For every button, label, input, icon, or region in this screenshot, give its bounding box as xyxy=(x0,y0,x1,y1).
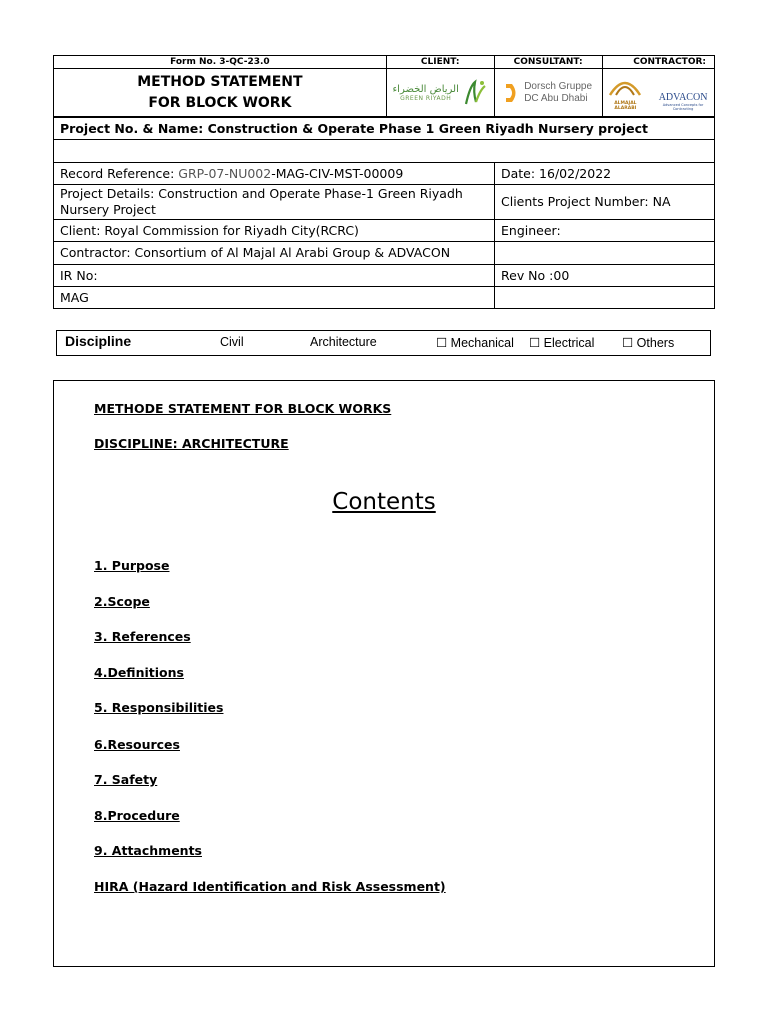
consultant-logo-line-2: DC Abu Dhabi xyxy=(524,92,588,104)
project-details-line-2: Nursery Project xyxy=(60,202,156,217)
rev-no-field: Rev No :00 xyxy=(495,265,715,287)
title-line-2: FOR BLOCK WORK xyxy=(148,94,292,111)
discipline-option-electrical: ☐ Electrical xyxy=(529,336,595,350)
consultant-logo-line-1: Dorsch Gruppe xyxy=(524,80,593,92)
mag-field: MAG xyxy=(54,287,495,309)
project-name: Project No. & Name: Construction & Operate Phase 1 Green Riyadh Nursery project xyxy=(54,118,715,140)
discipline-label: Discipline xyxy=(65,333,132,349)
discipline-option-architecture: Architecture xyxy=(310,335,377,349)
engineer-field: Engineer: xyxy=(495,220,715,242)
title-line-1: METHOD STATEMENT xyxy=(137,73,303,90)
green-riyadh-emblem-icon xyxy=(462,78,488,108)
contractor-label: CONTRACTOR: xyxy=(602,56,714,69)
client-logo xyxy=(386,69,494,117)
almajal-alarabi-emblem-icon xyxy=(608,75,642,97)
discipline-option-civil: Civil xyxy=(220,335,244,349)
discipline-option-mechanical: ☐ Mechanical xyxy=(436,336,514,350)
toc-item[interactable]: 4.Definitions xyxy=(94,665,184,680)
client-label: CLIENT: xyxy=(386,56,494,69)
discipline-option-others: ☐ Others xyxy=(622,336,675,350)
contents-box xyxy=(53,380,715,967)
contractor-logo-left: ALMAJAL ALARABI xyxy=(614,100,637,111)
blank-row xyxy=(54,140,715,163)
toc-item[interactable]: 7. Safety xyxy=(94,772,158,787)
project-details xyxy=(54,185,495,220)
contractor-field: Contractor: Consortium of Al Majal Al Arabi Group & ADVACON xyxy=(54,242,495,265)
toc-item[interactable]: 5. Responsibilities xyxy=(94,700,224,715)
toc-item[interactable]: 3. References xyxy=(94,629,191,644)
record-reference-prefix: GRP-07-NU002 xyxy=(178,165,272,181)
form-header-table xyxy=(53,55,715,117)
contractor-right-blank xyxy=(495,242,715,265)
project-info-table xyxy=(53,117,715,309)
consultant-logo xyxy=(494,69,602,117)
toc-item[interactable]: 6.Resources xyxy=(94,737,180,752)
document-title xyxy=(54,69,387,117)
contents-title: Contents xyxy=(332,489,436,515)
date-field: Date: 16/02/2022 xyxy=(495,163,715,185)
form-number: Form No. 3-QC-23.0 xyxy=(54,56,387,69)
contractor-logo xyxy=(602,69,714,117)
contractor-logo-right: ADVACON xyxy=(658,91,708,103)
record-reference-label: Record Reference: xyxy=(60,165,179,181)
project-details-line-1: Project Details: Construction and Operate Phase-1 Green Riyadh xyxy=(60,186,463,201)
client-logo-text: GREEN RIYADH xyxy=(400,94,452,102)
ir-no-field: IR No: xyxy=(54,265,495,287)
toc-item-hira[interactable]: HIRA (Hazard Identification and Risk Assessment) xyxy=(94,879,446,894)
toc-item[interactable]: 8.Procedure xyxy=(94,808,180,823)
dorsch-logo-icon xyxy=(504,82,520,104)
client-logo-arabic: الرياض الخضراء xyxy=(392,83,459,95)
record-reference xyxy=(54,163,495,185)
client-field: Client: Royal Commission for Riyadh City(RCRC) xyxy=(54,220,495,242)
discipline-heading: DISCIPLINE: ARCHITECTURE xyxy=(94,436,289,451)
record-reference-suffix: -MAG-CIV-MST-00009 xyxy=(271,165,404,181)
method-statement-heading: METHODE STATEMENT FOR BLOCK WORKS xyxy=(94,401,392,416)
mag-right-blank xyxy=(495,287,715,309)
toc-item[interactable]: 1. Purpose xyxy=(94,558,170,573)
clients-project-number: Clients Project Number: NA xyxy=(495,185,715,220)
toc-item[interactable]: 2.Scope xyxy=(94,594,150,609)
discipline-row xyxy=(56,330,711,356)
consultant-label: CONSULTANT: xyxy=(494,56,602,69)
contractor-logo-tagline: Advanced Concepts for Contracting xyxy=(662,102,704,111)
toc-item[interactable]: 9. Attachments xyxy=(94,843,202,858)
